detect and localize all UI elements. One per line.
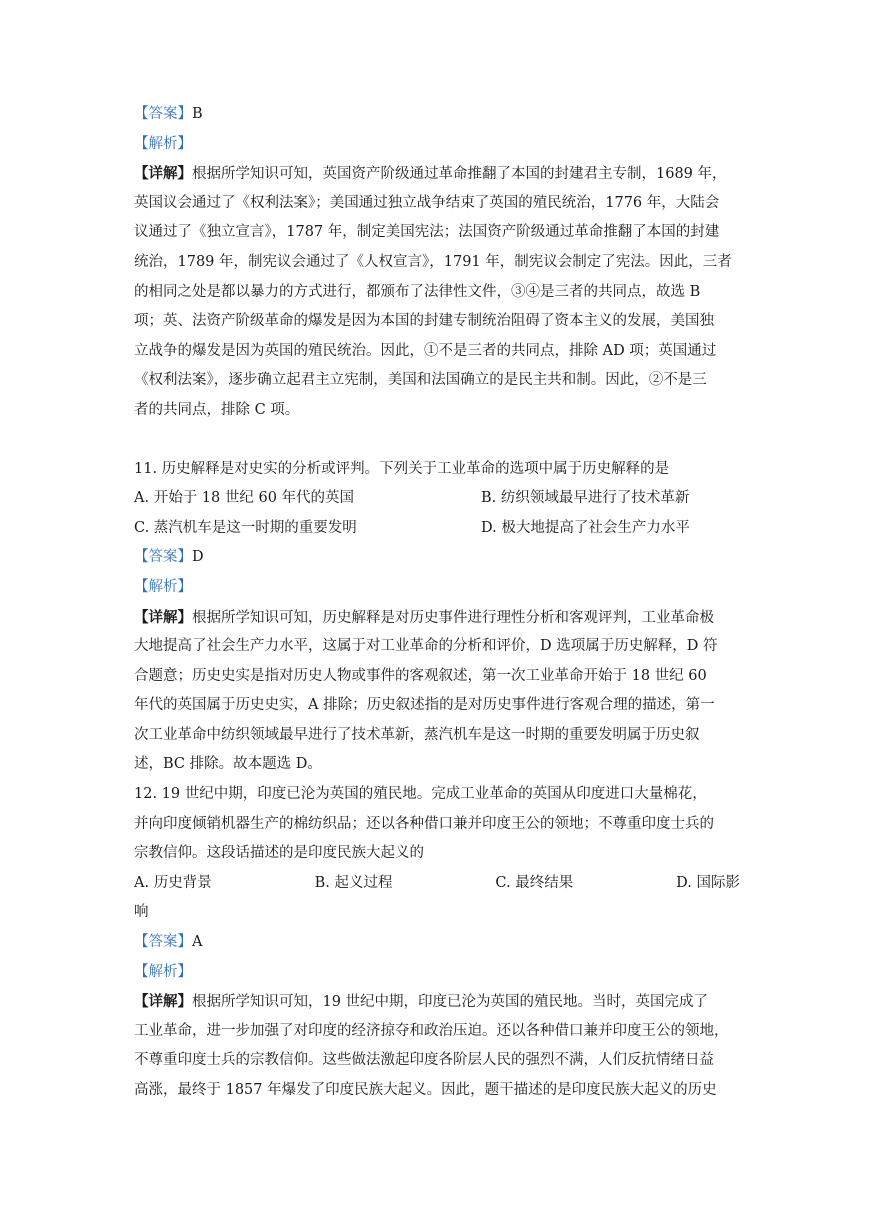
option-b: B. 纺织领域最早进行了技术革新 xyxy=(481,490,690,507)
answer-tag: 【答案】 xyxy=(134,106,192,122)
option-a: A. 开始于 18 世纪 60 年代的英国 xyxy=(134,490,355,507)
q11-options-row xyxy=(134,484,740,514)
q12-detail-line: 不尊重印度士兵的宗教信仰。这些做法激起印度各阶层人民的强烈不满，人们反抗情绪日益 xyxy=(134,1052,714,1069)
answer-value: D xyxy=(192,549,204,566)
q10-detail-line xyxy=(134,159,740,189)
analysis-tag: 【解析】 xyxy=(134,963,192,980)
detail-tag: 【详解】 xyxy=(134,165,192,183)
answer-value: A xyxy=(192,934,203,951)
q11-analysis-line xyxy=(134,573,740,603)
analysis-tag: 【解析】 xyxy=(134,578,192,595)
q12-options-row xyxy=(134,869,740,899)
answer-tag: 【答案】 xyxy=(134,934,192,951)
option-d: D. 极大地提高了社会生产力水平 xyxy=(481,519,690,536)
q11-detail-line: 年代的英国属于历史史实，A 排除；历史叙述指的是对历史事件进行客观合理的描述，第一 xyxy=(134,697,715,714)
section-gap xyxy=(134,426,740,455)
detail-text: 根据所学知识可知，英国资产阶级通过革命推翻了本国的封建君主专制，1689 年， xyxy=(192,166,727,183)
q10-detail-line: 的相同之处是都以暴力的方式进行，都颁布了法律性文件，③④是三者的共同点，故选 B xyxy=(134,283,701,300)
q12-answer-line xyxy=(134,928,740,958)
q10-detail-line: 项；英、法资产阶级革命的爆发是因为本国的封建专制统治阻碍了资本主义的发展，美国独 xyxy=(134,313,714,330)
q10-detail-line: 统治，1789 年，制宪议会通过了《人权宣言》，1791 年，制宪议会制定了宪法。因此，三者 xyxy=(134,253,732,270)
detail-tag: 【详解】 xyxy=(134,993,192,1011)
q12-analysis-line xyxy=(134,958,740,988)
q10-detail-line: 英国议会通过了《权利法案》；美国通过独立战争结束了英国的殖民统治，1776 年，大陆会 xyxy=(134,194,720,211)
option-b: B. 起义过程 xyxy=(314,874,393,891)
detail-text: 根据所学知识可知，19 世纪中期，印度已沦为英国的殖民地。当时，英国完成了 xyxy=(192,994,709,1011)
option-d: D. 国际影 xyxy=(676,874,740,891)
answer-value: B xyxy=(192,106,203,122)
q11-detail-line: 合题意；历史史实是指对历史人物或事件的客观叙述，第一次工业革命开始于 18 世纪 60 xyxy=(134,667,707,684)
q12-stem: 宗教信仰。这段话描述的是印度民族大起义的 xyxy=(134,845,424,862)
q10-detail-line: 者的共同点，排除 C 项。 xyxy=(134,401,300,418)
page-content xyxy=(134,100,740,1106)
q11-answer-line xyxy=(134,543,740,573)
q11-stem: 11. 历史解释是对史实的分析或评判。下列关于工业革命的选项中属于历史解释的是 xyxy=(134,460,670,477)
q11-detail-line: 述，BC 排除。故本题选 D。 xyxy=(134,756,322,773)
q11-detail-line: 大地提高了社会生产力水平，这属于对工业革命的分析和评价，D 选项属于历史解释，D 符 xyxy=(134,638,718,655)
q11-detail-line xyxy=(134,603,740,633)
q12-detail-line xyxy=(134,987,740,1017)
option-a: A. 历史背景 xyxy=(134,874,212,891)
option-c: C. 蒸汽机车是这一时期的重要发明 xyxy=(134,519,357,536)
answer-tag: 【答案】 xyxy=(134,549,192,566)
q12-detail-line: 工业革命，进一步加强了对印度的经济掠夺和政治压迫。还以各种借口兼并印度王公的领地， xyxy=(134,1022,729,1039)
option-c: C. 最终结果 xyxy=(495,874,574,891)
detail-tag: 【详解】 xyxy=(134,608,192,626)
q12-stem: 并向印度倾销机器生产的棉纺织品；还以各种借口兼并印度王公的领地；不尊重印度士兵的 xyxy=(134,815,714,832)
q12-detail-line: 高涨，最终于 1857 年爆发了印度民族大起义。因此，题干描述的是印度民族大起义的历史 xyxy=(134,1082,717,1098)
q11-options-row xyxy=(134,514,740,544)
q10-detail-line: 《权利法案》，逐步确立起君主立宪制，美国和法国确立的是民主共和制。因此，②不是三 xyxy=(134,372,707,389)
q10-answer-line xyxy=(134,100,740,130)
q12-option-wrap: 响 xyxy=(134,904,149,921)
detail-text: 根据所学知识可知，历史解释是对历史事件进行理性分析和客观评判，工业革命极 xyxy=(192,609,714,626)
q12-stem: 12. 19 世纪中期，印度已沦为英国的殖民地。完成工业革命的英国从印度进口大量棉花， xyxy=(134,786,707,803)
q10-analysis-line xyxy=(134,130,740,160)
q11-detail-line: 次工业革命中纺织领域最早进行了技术革新，蒸汽机车是这一时期的重要发明属于历史叙 xyxy=(134,726,700,743)
analysis-tag: 【解析】 xyxy=(134,135,192,152)
q10-detail-line: 议通过了《独立宣言》，1787 年，制定美国宪法；法国资产阶级通过革命推翻了本国的封建 xyxy=(134,224,720,241)
q10-detail-line: 立战争的爆发是因为英国的殖民统治。因此，①不是三者的共同点，排除 AD 项；英国通过 xyxy=(134,342,717,359)
